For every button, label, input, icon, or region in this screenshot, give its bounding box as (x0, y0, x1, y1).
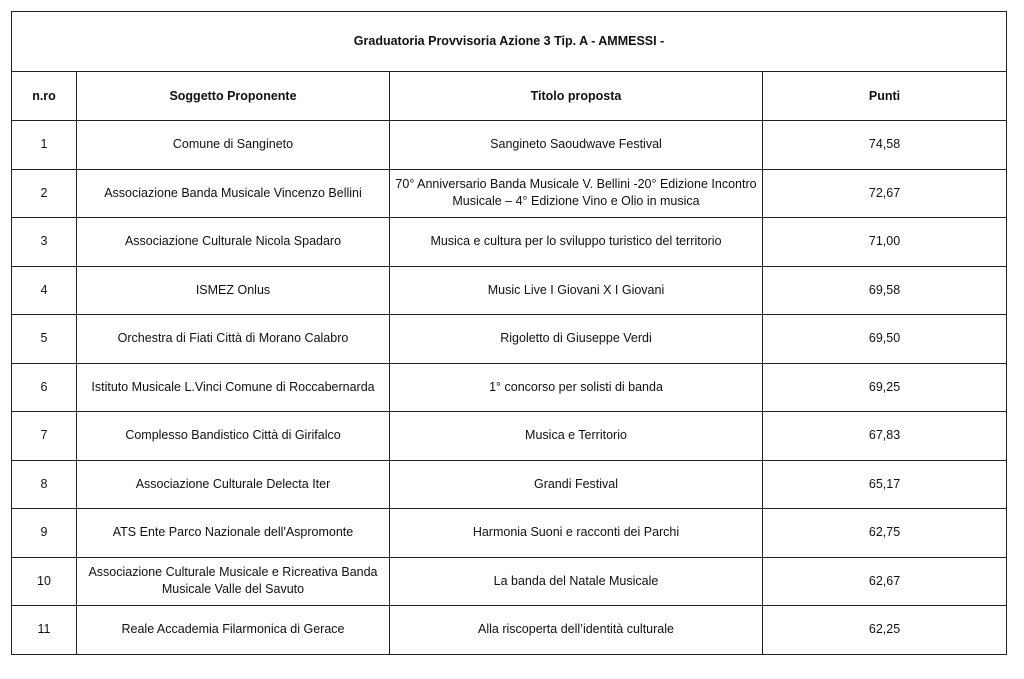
cell-punti: 69,25 (763, 363, 1007, 412)
cell-punti: 69,50 (763, 315, 1007, 364)
cell-n: 4 (12, 266, 77, 315)
cell-titolo: Harmonia Suoni e racconti dei Parchi (390, 509, 763, 558)
cell-n: 1 (12, 121, 77, 170)
cell-n: 6 (12, 363, 77, 412)
table-row (12, 218, 1007, 267)
table-row (12, 557, 1007, 606)
header-soggetto: Soggetto Proponente (77, 72, 390, 121)
table-row (12, 606, 1007, 655)
cell-n: 11 (12, 606, 77, 655)
header-titolo: Titolo proposta (390, 72, 763, 121)
cell-punti: 62,67 (763, 557, 1007, 606)
table-row (12, 363, 1007, 412)
cell-punti: 62,25 (763, 606, 1007, 655)
cell-n: 8 (12, 460, 77, 509)
cell-n: 9 (12, 509, 77, 558)
cell-soggetto: Associazione Banda Musicale Vincenzo Bellini (77, 169, 390, 218)
cell-soggetto: Orchestra di Fiati Città di Morano Calabro (77, 315, 390, 364)
ranking-table (11, 11, 1007, 655)
cell-soggetto: Associazione Culturale Delecta Iter (77, 460, 390, 509)
cell-titolo: La banda del Natale Musicale (390, 557, 763, 606)
cell-soggetto: Comune di Sangineto (77, 121, 390, 170)
cell-punti: 72,67 (763, 169, 1007, 218)
cell-n: 7 (12, 412, 77, 461)
cell-n: 3 (12, 218, 77, 267)
table-row (12, 266, 1007, 315)
cell-titolo: Grandi Festival (390, 460, 763, 509)
table-row (12, 169, 1007, 218)
table-row (12, 460, 1007, 509)
header-n: n.ro (12, 72, 77, 121)
cell-punti: 69,58 (763, 266, 1007, 315)
cell-titolo: 70° Anniversario Banda Musicale V. Bellini -20° Edizione Incontro Musicale – 4° Edizione Vino e Olio in musica (390, 169, 763, 218)
table-row (12, 315, 1007, 364)
table-header-row (12, 72, 1007, 121)
header-punti: Punti (763, 72, 1007, 121)
cell-punti: 65,17 (763, 460, 1007, 509)
cell-punti: 74,58 (763, 121, 1007, 170)
cell-titolo: Rigoletto di Giuseppe Verdi (390, 315, 763, 364)
cell-n: 2 (12, 169, 77, 218)
cell-titolo: Sangineto Saoudwave Festival (390, 121, 763, 170)
cell-n: 5 (12, 315, 77, 364)
table-title-row (12, 12, 1007, 72)
cell-titolo: Musica e Territorio (390, 412, 763, 461)
cell-soggetto: Associazione Culturale Nicola Spadaro (77, 218, 390, 267)
cell-soggetto: Reale Accademia Filarmonica di Gerace (77, 606, 390, 655)
table-row (12, 412, 1007, 461)
cell-soggetto: Complesso Bandistico Città di Girifalco (77, 412, 390, 461)
cell-punti: 67,83 (763, 412, 1007, 461)
table-title: Graduatoria Provvisoria Azione 3 Tip. A - AMMESSI - (12, 12, 1007, 72)
table-row (12, 509, 1007, 558)
table-row (12, 121, 1007, 170)
cell-titolo: 1° concorso per solisti di banda (390, 363, 763, 412)
cell-soggetto: ATS Ente Parco Nazionale dell'Aspromonte (77, 509, 390, 558)
cell-titolo: Music Live I Giovani X I Giovani (390, 266, 763, 315)
cell-punti: 71,00 (763, 218, 1007, 267)
cell-soggetto: ISMEZ Onlus (77, 266, 390, 315)
cell-titolo: Alla riscoperta dell’identità culturale (390, 606, 763, 655)
cell-soggetto: Istituto Musicale L.Vinci Comune di Roccabernarda (77, 363, 390, 412)
cell-soggetto: Associazione Culturale Musicale e Ricreativa Banda Musicale Valle del Savuto (77, 557, 390, 606)
cell-titolo: Musica e cultura per lo sviluppo turistico del territorio (390, 218, 763, 267)
cell-n: 10 (12, 557, 77, 606)
cell-punti: 62,75 (763, 509, 1007, 558)
